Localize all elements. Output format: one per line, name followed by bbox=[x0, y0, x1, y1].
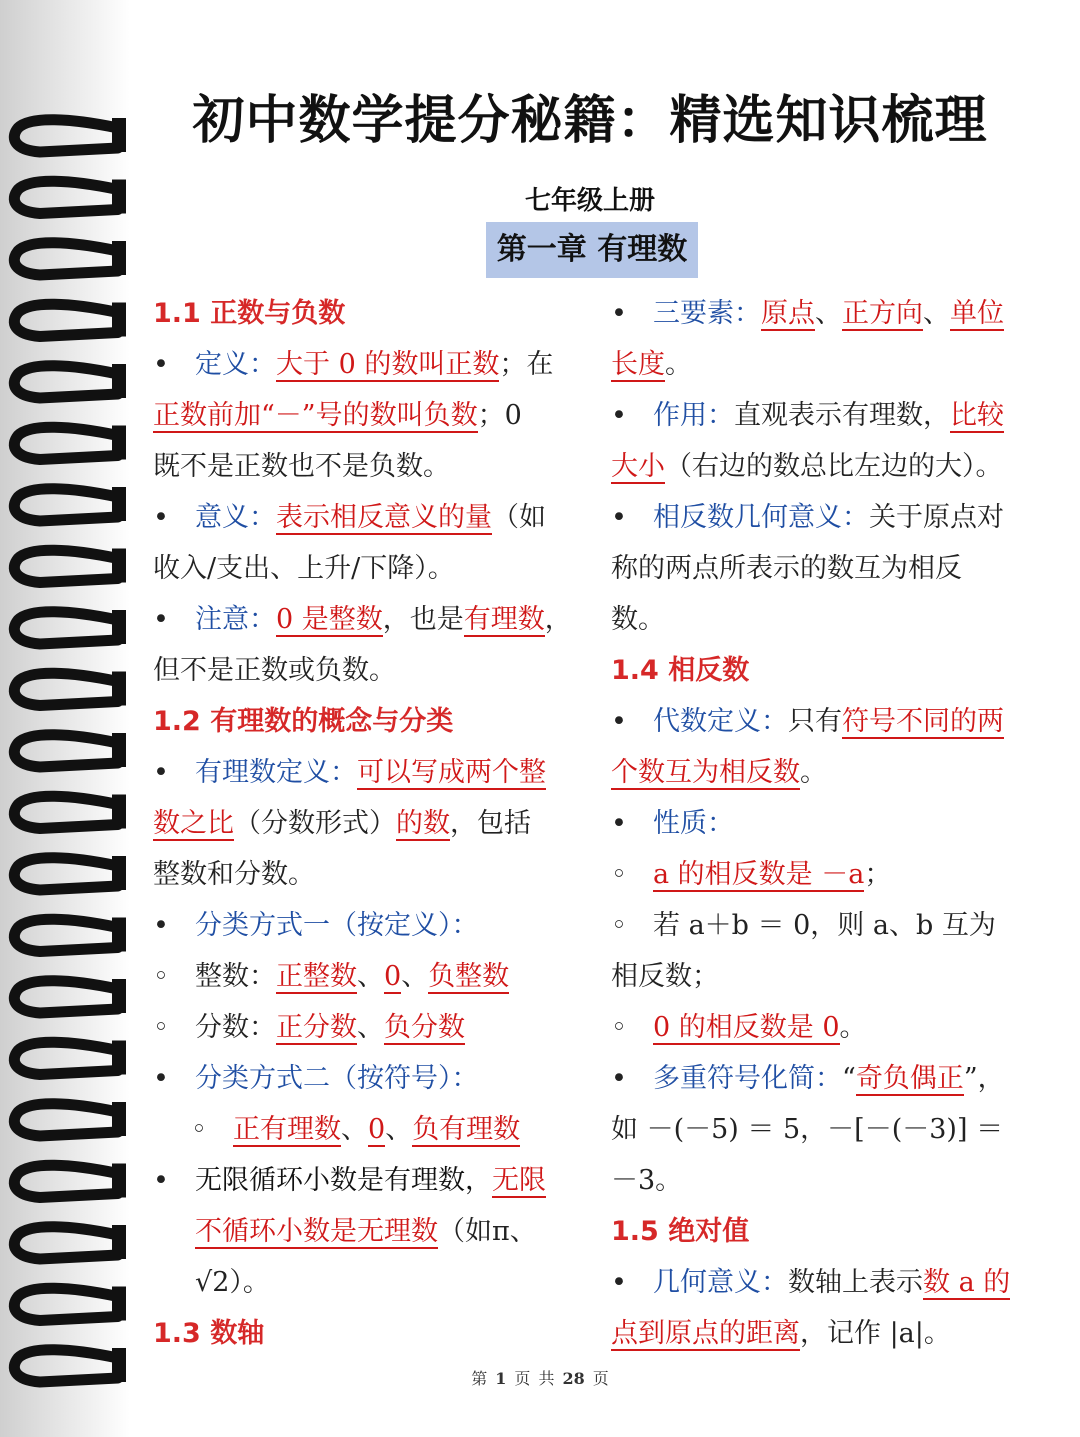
page-title: 初中数学提分秘籍：精选知识梳理 bbox=[192, 91, 988, 151]
list-item: • 代数定义：只有符号不同的两 bbox=[611, 700, 1031, 751]
list-item-cont: 既不是正数也不是负数。 bbox=[153, 451, 450, 482]
list-item-cont: 数之比（分数形式）的数，包括 bbox=[153, 808, 531, 839]
list-item: • 注意：0 是整数，也是有理数， bbox=[153, 598, 573, 649]
list-item-cont: 个数互为相反数。 bbox=[611, 757, 827, 788]
binding-hole bbox=[112, 795, 126, 829]
bullet-icon: • bbox=[611, 706, 627, 737]
binding-hole bbox=[112, 1164, 126, 1198]
bullet-icon: • bbox=[611, 502, 627, 533]
list-item: • 分类方式一（按定义）： bbox=[153, 904, 573, 955]
bullet-icon: • bbox=[153, 757, 169, 788]
binding-hole bbox=[112, 1287, 126, 1321]
section-heading: 1.4 相反数 bbox=[611, 655, 750, 686]
page-total: 28 bbox=[562, 1369, 585, 1388]
binding-hole bbox=[112, 1225, 126, 1259]
binding-hole bbox=[112, 180, 126, 214]
binding-hole bbox=[112, 672, 126, 706]
binding-hole bbox=[112, 241, 126, 275]
list-item-cont: 但不是正数或负数。 bbox=[153, 655, 396, 686]
list-item: • 分类方式二（按符号）： bbox=[153, 1057, 573, 1108]
circle-bullet-icon: ◦ bbox=[191, 1114, 207, 1145]
bullet-icon: • bbox=[153, 910, 169, 941]
circle-bullet-icon: ◦ bbox=[153, 961, 169, 992]
binding-hole bbox=[112, 549, 126, 583]
list-item-cont: 点到原点的距离，记作 |a|。 bbox=[611, 1318, 951, 1349]
sub-item: ◦ 整数：正整数、0、负整数 bbox=[153, 955, 573, 1006]
binding-hole bbox=[112, 1041, 126, 1075]
list-item-cont: 如 －(－5) ＝ 5，－[－(－3)] ＝ bbox=[611, 1114, 1004, 1145]
sub-item: ◦ 分数：正分数、负分数 bbox=[153, 1006, 573, 1057]
section-heading: 1.1 正数与负数 bbox=[153, 298, 346, 329]
sub-item: ◦ 0 的相反数是 0。 bbox=[611, 1006, 1031, 1057]
bullet-icon: • bbox=[611, 298, 627, 329]
list-item: • 作用：直观表示有理数，比较 bbox=[611, 394, 1031, 445]
sub-item: ◦ a 的相反数是 －a； bbox=[611, 853, 1031, 904]
bullet-icon: • bbox=[153, 1165, 169, 1196]
left-column bbox=[153, 292, 573, 1363]
list-item-cont: 正数前加“－”号的数叫负数；0 bbox=[153, 400, 522, 431]
list-item: • 相反数几何意义：关于原点对 bbox=[611, 496, 1031, 547]
list-item-cont: 大小（右边的数总比左边的大）。 bbox=[611, 451, 1003, 482]
list-item: • 三要素：原点、正方向、单位 bbox=[611, 292, 1031, 343]
bullet-icon: • bbox=[153, 502, 169, 533]
list-item-cont: 称的两点所表示的数互为相反 bbox=[611, 553, 962, 584]
binding-hole bbox=[112, 733, 126, 767]
binding-hole bbox=[112, 1102, 126, 1136]
list-item-cont: 长度。 bbox=[611, 349, 692, 380]
circle-bullet-icon: ◦ bbox=[611, 1012, 627, 1043]
bullet-icon: • bbox=[153, 349, 169, 380]
circle-bullet-icon: ◦ bbox=[611, 859, 627, 890]
binding-hole bbox=[112, 118, 126, 152]
binding-hole bbox=[112, 487, 126, 521]
circle-bullet-icon: ◦ bbox=[153, 1012, 169, 1043]
list-item: • 意义：表示相反意义的量（如 bbox=[153, 496, 573, 547]
page-footer: 第 1 页 共 28 页 bbox=[471, 1369, 609, 1388]
section-heading: 1.2 有理数的概念与分类 bbox=[153, 706, 454, 737]
list-item-cont: √2）。 bbox=[195, 1267, 270, 1298]
list-item-cont: 相反数； bbox=[611, 961, 719, 992]
list-item: • 几何意义：数轴上表示数 a 的 bbox=[611, 1261, 1031, 1312]
binding-hole bbox=[112, 303, 126, 337]
section-heading: 1.3 数轴 bbox=[153, 1318, 265, 1349]
binding-hole bbox=[112, 610, 126, 644]
right-column bbox=[611, 292, 1031, 1363]
page-number: 1 bbox=[495, 1369, 507, 1388]
circle-bullet-icon: ◦ bbox=[611, 910, 627, 941]
binding-hole bbox=[112, 979, 126, 1013]
bullet-icon: • bbox=[611, 400, 627, 431]
sub-item: ◦ 若 a＋b ＝ 0，则 a、b 互为 bbox=[611, 904, 1031, 955]
list-item-cont: 收入/支出、上升/下降）。 bbox=[153, 553, 455, 584]
bullet-icon: • bbox=[153, 604, 169, 635]
list-item: • 无限循环小数是有理数，无限 bbox=[153, 1159, 573, 1210]
list-item-cont: 整数和分数。 bbox=[153, 859, 315, 890]
binding-hole bbox=[112, 364, 126, 398]
bullet-icon: • bbox=[153, 1063, 169, 1094]
list-item: • 性质： bbox=[611, 802, 1031, 853]
list-item-cont: －3。 bbox=[611, 1165, 683, 1196]
list-item-cont: 数。 bbox=[611, 604, 665, 635]
chapter-heading: 第一章 有理数 bbox=[486, 222, 698, 278]
bullet-icon: • bbox=[611, 808, 627, 839]
list-item-cont: 不循环小数是无理数（如π、 bbox=[195, 1216, 537, 1247]
list-item: • 有理数定义：可以写成两个整 bbox=[153, 751, 573, 802]
binding-hole bbox=[112, 426, 126, 460]
bullet-icon: • bbox=[611, 1063, 627, 1094]
section-heading: 1.5 绝对值 bbox=[611, 1216, 750, 1247]
grade-subtitle: 七年级上册 bbox=[524, 186, 655, 216]
bullet-icon: • bbox=[611, 1267, 627, 1298]
list-item: • 多重符号化简：“奇负偶正”， bbox=[611, 1057, 1031, 1108]
sub-item: ◦ 正有理数、0、负有理数 bbox=[153, 1108, 573, 1159]
binding-hole bbox=[112, 856, 126, 890]
spiral-binding-decoration bbox=[0, 0, 140, 1437]
binding-hole bbox=[112, 918, 126, 952]
list-item: • 定义：大于 0 的数叫正数；在 bbox=[153, 343, 573, 394]
